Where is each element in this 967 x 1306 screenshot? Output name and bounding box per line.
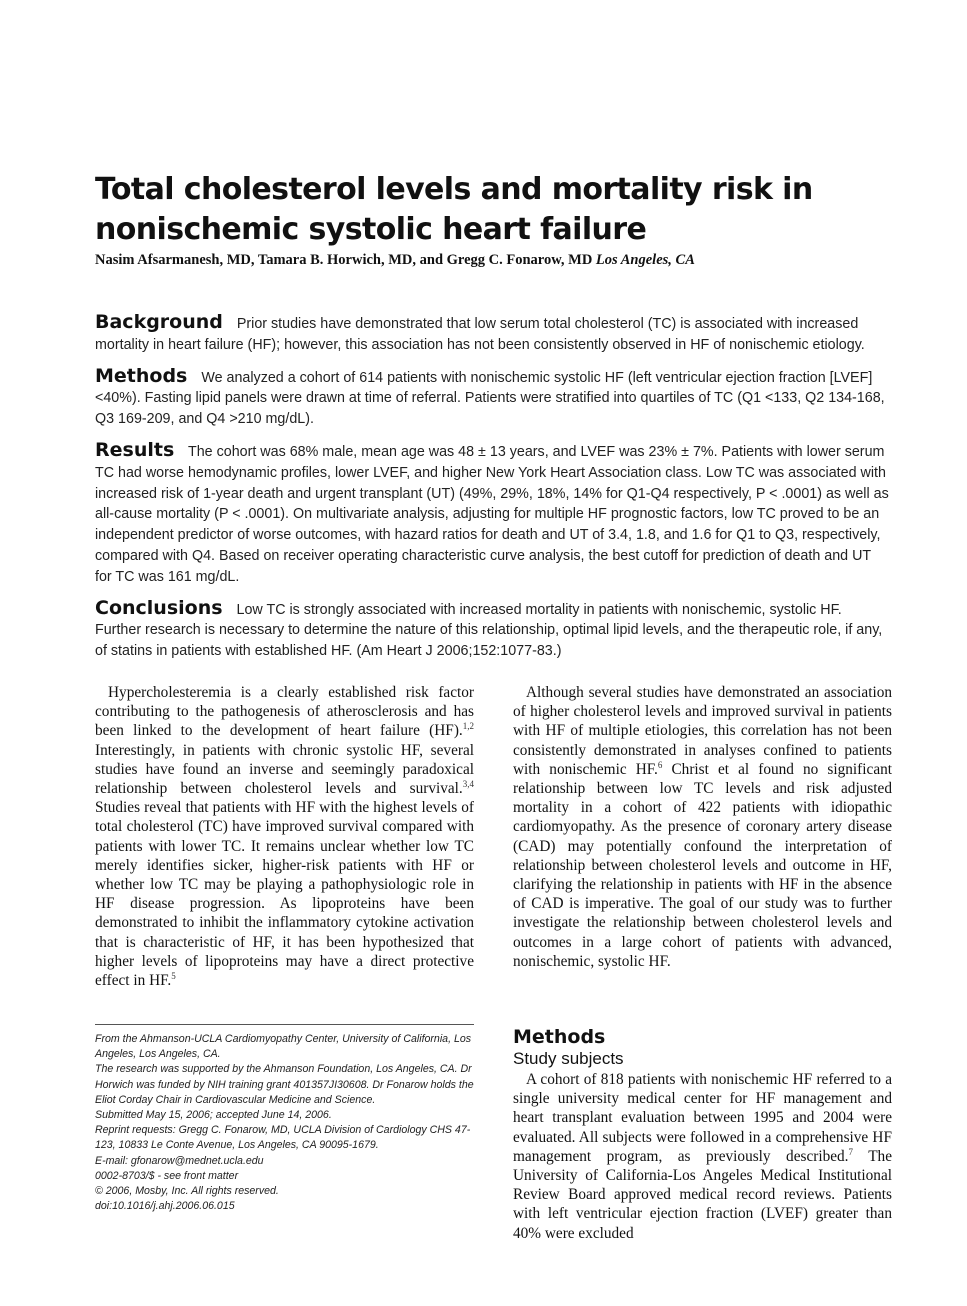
abstract-results-text: The cohort was 68% male, mean age was 48 ± 13 years, and LVEF was 23% ± 7%. Patients with lower serum TC had worse hemodynamic profiles, lower LVEF, and higher New York Heart Association class. Low TC was associated with increased risk of 1-year death and urgent transplant (UT) (49%, 29%, 18%, 14% for Q1-Q4 respectively, P < .0001) as well as all-cause mortality (P < .0001). On multivariate analysis, adjusting for multiple HF prognostic factors, low TC proved to be an independent predictor of worse outcomes, with hazard ratios for death and UT of 3.4, 1.8, and 1.6 for Q1 to Q3, respectively, compared with Q4. Based on receiver operating characteristic curve analysis, the best cutoff for prediction of death and UT for TC was 161 mg/dL. [95, 443, 889, 585]
article-title: Total cholesterol levels and mortality risk in nonischemic systolic heart failure [95, 172, 813, 247]
author-line [95, 252, 895, 269]
abstract-background [95, 312, 891, 356]
abstract [95, 312, 891, 672]
intro-paragraph-2 [513, 683, 892, 971]
intro-text: Interestingly, in patients with chronic systolic HF, several studies have found an inverse and seemingly paradoxical relationship between cholesterol levels and survival. [95, 741, 474, 798]
footnote-reprints: Reprint requests: Gregg C. Fonarow, MD, UCLA Division of Cardiology CHS 47-123, 10833 Le Conte Avenue, Los Angeles, CA 90095-1679. [95, 1124, 471, 1152]
footnote-email[interactable]: E-mail: gfonarow@mednet.ucla.edu [95, 1154, 264, 1167]
methods-section-heading: Methods [513, 1026, 606, 1048]
abstract-conclusions-text: Low TC is strongly associated with increased mortality in patients with nonischemic, systolic HF. Further research is necessary to determine the nature of this relationship, optimal lipid levels, and the therapeutic role, if any, of statins in patients with established HF. (Am Heart J 2006;152:1077-83.) [95, 601, 883, 660]
abstract-results-heading: Results [95, 438, 175, 461]
intro-right-column [513, 683, 892, 971]
intro-text: Christ et al found no significant relationship between low TC levels and risk adjusted mortality in a cohort of 422 patients with idiopathic cardiomyopathy. As the presence of coronary artery disease (CAD) may potentially confound the interpretation of relationship between cholesterol levels and outcome in HF, clarifying the relationship in patients with HF in the absence of CAD is imperative. The goal of our study was to further investigate the relationship between cholesterol levels and outcomes in a large cohort of patients with advanced, nonischemic, systolic HF. [513, 760, 893, 970]
methods-text: A cohort of 818 patients with nonischemic HF referred to a single university medical center for HF management and heart transplant evaluation between 1995 and 2004 were evaluated. All subjects were followed in a comprehensive HF management program, as previously described. [513, 1071, 892, 1165]
study-subjects-subheading: Study subjects [513, 1049, 624, 1068]
footnote-dates: Submitted May 15, 2006; accepted June 14, 2006. [95, 1109, 332, 1122]
abstract-background-heading: Background [95, 311, 223, 333]
abstract-methods-text: We analyzed a cohort of 614 patients with nonischemic systolic HF (left ventricular ejection fraction [LVEF] <40%). Fasting lipid panels were drawn at time of referral. Patients were stratified into quartiles of TC (Q1 <133, Q2 134-168, Q3 169-209, and Q4 >210 mg/dL). [95, 369, 885, 428]
intro-text: Studies reveal that patients with HF with the highest levels of total cholesterol (TC) have improved survival compared with patients with lower TC. It remains unclear whether low TC merely identifies sicker, higher-risk patients with HF or whether low TC may be playing a pathophysiologic role in HF disease progression. As lipoproteins have been demonstrated to inhibit the inflammatory cytokine activation that is characteristic of HF, it has been hypothesized that higher levels of lipoproteins may have a direct protective effect in HF. [95, 799, 474, 990]
citation-ref[interactable]: 1,2 [462, 721, 474, 732]
abstract-methods-heading: Methods [95, 364, 188, 387]
footnote-divider [95, 1024, 474, 1025]
abstract-results [95, 440, 891, 588]
citation-ref[interactable]: 5 [171, 971, 176, 982]
intro-text: Although several studies have demonstrated an association of higher cholesterol levels and improved survival in patients with HF of multiple etiologies, this correlation has not been consistently demonstrated in analyses confined to patients with nonischemic HF. [513, 684, 892, 778]
intro-left-column [95, 683, 474, 990]
footnote-issn: 0002-8703/$ - see front matter [95, 1169, 239, 1182]
footnote-copyright: © 2006, Mosby, Inc. All rights reserved. [95, 1185, 279, 1198]
footnote-affiliation: From the Ahmanson-UCLA Cardiomyopathy Center, University of California, Los Angeles, Los Angeles, CA. [95, 1033, 472, 1061]
methods-column [513, 1070, 892, 1243]
author-names: Nasim Afsarmanesh, MD, Tamara B. Horwich, MD, and Gregg C. Fonarow, MD [95, 252, 593, 268]
abstract-conclusions [95, 598, 891, 662]
abstract-methods [95, 366, 891, 430]
intro-text: Hypercholesteremia is a clearly established risk factor contributing to the pathogenesis of atherosclerosis and has been linked to the development of heart failure (HF). [95, 684, 474, 740]
footnote-funding: The research was supported by the Ahmanson Foundation, Los Angeles, CA. Dr Horwich was funded by NIH training grant 401357JI30608. Dr Fonarow holds the Eliot Corday Chair in Cardiovascular Medicine and Science. [95, 1063, 474, 1106]
intro-paragraph-1 [95, 683, 474, 990]
author-location: Los Angeles, CA [595, 252, 695, 268]
methods-paragraph [513, 1070, 892, 1243]
citation-ref[interactable]: 6 [657, 759, 663, 770]
footnote-doi[interactable]: doi:10.1016/j.ahj.2006.06.015 [95, 1200, 235, 1213]
methods-text: The University of California-Los Angeles Medical Institutional Review Board approved medical record reviews. Patients with left ventricular ejection fraction (LVEF) greater than 40% were excluded [513, 1147, 892, 1242]
abstract-conclusions-heading: Conclusions [95, 596, 223, 619]
abstract-background-text: Prior studies have demonstrated that low serum total cholesterol (TC) is associated with increased mortality in heart failure (HF); however, this association has not been consistently observed in HF of nonischemic etiology. [95, 316, 865, 353]
citation-ref[interactable]: 3,4 [462, 779, 474, 790]
footnotes [95, 1032, 474, 1214]
citation-ref[interactable]: 7 [848, 1146, 853, 1157]
